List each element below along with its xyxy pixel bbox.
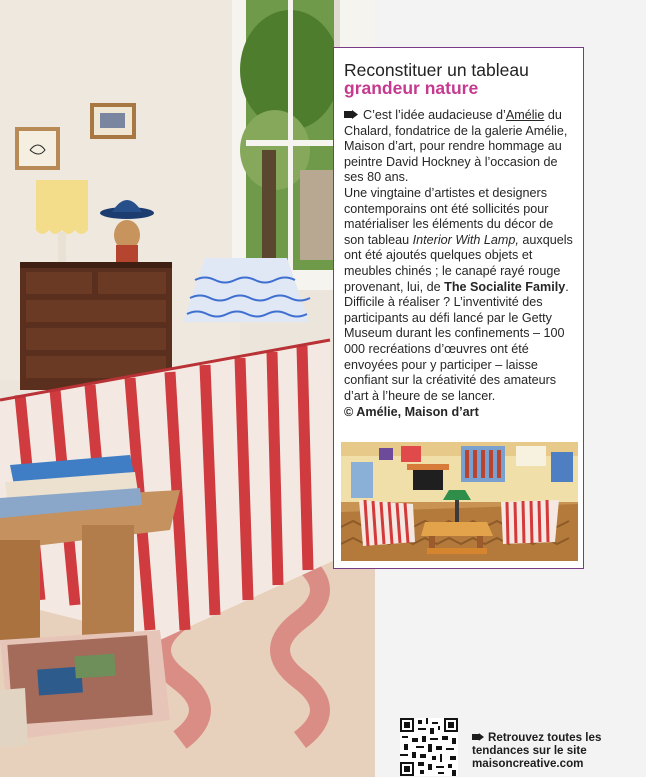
paragraph-1-text-a: C’est l’idée audacieuse d’ bbox=[363, 108, 506, 122]
paragraph-2-text-b: auxquels ont été ajoutés quelques objets et meubles chinés ; le canapé rayé rouge provenant, lui, de bbox=[344, 232, 573, 294]
paragraph-2-text-c: . Difficile à réaliser ? L’inventivité des participants au défi lancé par le Getty Museum durant les confinements – 100 000 recréations d’œuvres ont été envoyées pour y participer – laisse confiant sur la créativité des amateurs d’art à l’heure de se lancer. bbox=[344, 279, 569, 403]
qr-code-icon bbox=[400, 718, 458, 776]
promo-text bbox=[472, 731, 644, 770]
arrow-right-icon bbox=[344, 110, 358, 119]
paragraph-1 bbox=[344, 108, 576, 186]
qr-code[interactable] bbox=[400, 718, 458, 776]
paragraph-2 bbox=[344, 186, 576, 404]
article-headline: Reconstituer un tableau bbox=[344, 60, 529, 80]
socialite-family-brand: The Socialite Family bbox=[444, 279, 566, 294]
article-subhead: grandeur nature bbox=[344, 78, 479, 98]
promo-label: Retrouvez toutes les tendances sur le site maisoncreative.com bbox=[472, 731, 602, 770]
paragraph-1-text-b: du Chalard, fondatrice de la galerie Amélie, Maison d’art, pour rendre hommage au peintre David Hockney à l’occasion de ses 80 ans. bbox=[344, 108, 568, 185]
article-box bbox=[333, 47, 584, 569]
hockney-painting-image bbox=[341, 442, 578, 561]
amelie-link[interactable]: Amélie bbox=[505, 108, 545, 122]
painting-title: Interior With Lamp, bbox=[412, 232, 519, 247]
arrow-right-icon bbox=[472, 733, 484, 741]
paragraph-2-text-a: Une vingtaine d’artistes et designers contemporains ont été sollicités pour matérialiser les éléments du décor de son tableau bbox=[344, 185, 554, 247]
article-body bbox=[344, 108, 576, 421]
photo-credit: © Amélie, Maison d’art bbox=[344, 405, 479, 420]
